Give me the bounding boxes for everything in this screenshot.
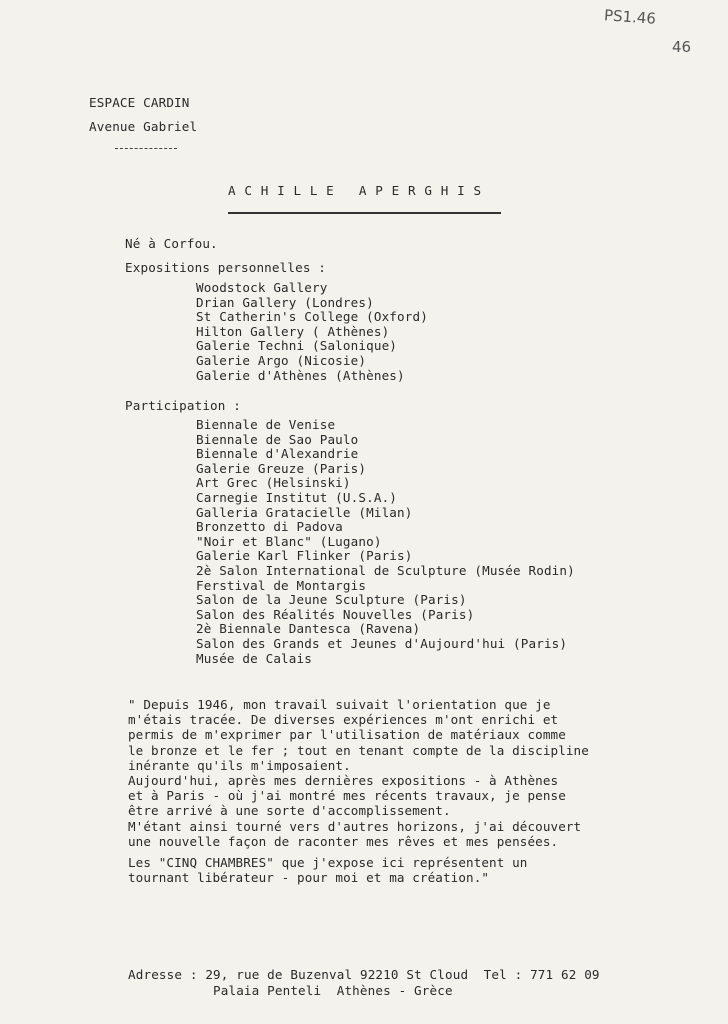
statement-line: et à Paris - où j'ai montré mes récents travaux, je pense [128, 788, 566, 804]
page-number: 46 [672, 38, 692, 56]
header-divider [115, 148, 177, 149]
participation-list [196, 418, 575, 666]
list-item: Salon de la Jeune Sculpture (Paris) [196, 592, 467, 608]
list-item: Drian Gallery (Londres) [196, 294, 374, 310]
list-item: Biennale de Sao Paulo [196, 431, 359, 447]
statement-line: le bronze et le fer ; tout en tenant compte de la discipline [128, 742, 589, 758]
list-item: St Catherin's College (Oxford) [196, 309, 428, 325]
statement-line: Aujourd'hui, après mes dernières expositions - à Athènes [128, 773, 559, 789]
list-item: Biennale de Venise [196, 417, 336, 432]
statement-line: inérante qu'ils m'imposaient. [128, 757, 351, 773]
list-item: Bronzetto di Padova [196, 519, 343, 535]
list-item: Salon des Grands et Jeunes d'Aujourd'hui (Paris) [196, 635, 568, 651]
list-item: "Noir et Blanc" (Lugano) [196, 533, 382, 549]
list-item: Woodstock Gallery [196, 280, 328, 295]
birthplace-text: Né à Corfou. [125, 236, 218, 251]
venue-street: Avenue Gabriel [89, 119, 198, 134]
list-item: Salon des Réalités Nouvelles (Paris) [196, 606, 475, 622]
list-item: Art Grec (Helsinski) [196, 475, 351, 491]
list-item: 2è Salon International de Sculpture (Musée Rodin) [196, 562, 575, 578]
statement-line: " Depuis 1946, mon travail suivait l'orientation que je [128, 697, 551, 712]
list-item: Galerie Argo (Nicosie) [196, 352, 367, 368]
list-item: Ferstival de Montargis [196, 577, 367, 593]
list-item: Galerie Techni (Salonique) [196, 338, 398, 354]
list-item: Galerie Karl Flinker (Paris) [196, 548, 413, 564]
list-item: Galerie d'Athènes (Athènes) [196, 367, 405, 383]
statement-line: tournant libérateur - pour moi et ma création." [128, 870, 490, 886]
participation-heading: Participation : [125, 398, 241, 413]
artist-statement [128, 697, 589, 885]
statement-line: m'étais tracée. De diverses expériences m'ont enrichi et [128, 712, 559, 728]
statement-line: être arrivé à une sorte d'accomplissement. [128, 803, 451, 819]
artist-name-title: A C H I L L E A P E R G H I S [228, 183, 482, 198]
statement-line: Les "CINQ CHAMBRES" que j'expose ici représentent un [128, 855, 528, 871]
list-item: Biennale d'Alexandrie [196, 446, 359, 462]
statement-line: une nouvelle façon de raconter mes rêves et mes pensées. [128, 833, 559, 849]
address-line-2: Palaia Penteli Athènes - Grèce [213, 983, 453, 998]
list-item: Hilton Gallery ( Athènes) [196, 323, 390, 339]
list-item: 2è Biennale Dantesca (Ravena) [196, 621, 421, 637]
archive-reference: PS1.46 [603, 6, 657, 28]
statement-line: permis de m'exprimer par l'utilisation de matériaux comme [128, 727, 566, 743]
expositions-heading: Expositions personnelles : [125, 260, 327, 275]
title-underline [228, 212, 501, 214]
venue-name: ESPACE CARDIN [89, 95, 190, 110]
list-item: Galerie Greuze (Paris) [196, 460, 367, 476]
statement-line: M'étant ainsi tourné vers d'autres horizons, j'ai découvert [128, 818, 582, 834]
list-item: Galleria Gratacielle (Milan) [196, 504, 413, 520]
list-item: Musée de Calais [196, 650, 312, 666]
address-line: Adresse : 29, rue de Buzenval 92210 St Cloud Tel : 771 62 09 [128, 967, 600, 982]
expositions-list [196, 281, 428, 383]
list-item: Carnegie Institut (U.S.A.) [196, 489, 398, 505]
